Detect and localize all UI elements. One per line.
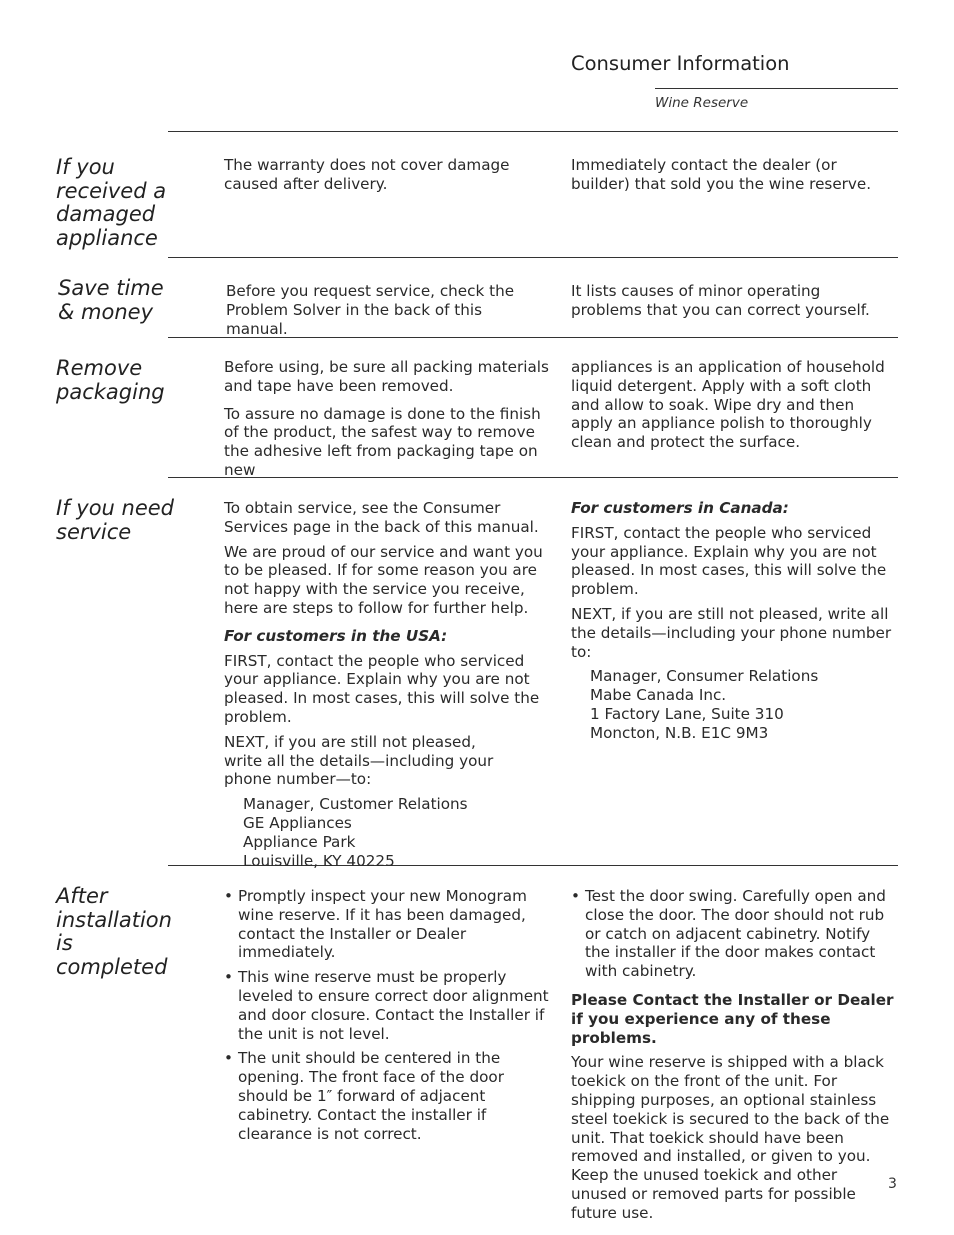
page-number: 3: [888, 1176, 897, 1192]
installation-left-column: [224, 887, 556, 1143]
section-title-save-time: Save time & money: [58, 276, 164, 324]
usa-mailing-address: [243, 795, 554, 870]
damaged-right-column: [571, 156, 891, 194]
section-divider: [168, 257, 898, 258]
save-time-left-column: [226, 282, 536, 338]
section-title-remove-packaging: Remove packaging: [56, 356, 165, 404]
paragraph: Immediately contact the dealer (or builder) that sold you the wine reserve.: [571, 156, 872, 193]
service-left-column: [224, 499, 554, 870]
save-time-right-column: [571, 282, 891, 320]
page-header-title: Consumer Information: [571, 52, 790, 75]
canada-heading: For customers in Canada:: [571, 499, 789, 517]
paragraph: To obtain service, see the Consumer Services page in the back of this manual.: [224, 499, 539, 536]
paragraph: We are proud of our service and want you to be pleased. If for some reason you are not happy with the service you receive, here are steps to follow for further help.: [224, 542, 543, 617]
paragraph: FIRST, contact the people who serviced your appliance. Explain why you are not pleased. In most cases, this will solve the problem.: [571, 523, 887, 599]
service-right-column: [571, 499, 896, 743]
paragraph: NEXT, if you are still not pleased, write all the details—including your phone number to:: [571, 604, 892, 661]
paragraph: Before using, be sure all packing materials and tape have been removed.: [224, 358, 549, 395]
paragraph: NEXT, if you are still not pleased, write all the details—including your phone number—to:: [224, 732, 494, 789]
header-rule: [655, 88, 898, 89]
address-line: Manager, Customer Relations: [243, 795, 468, 814]
section-title-need-service: If you need service: [56, 496, 175, 544]
installation-right-column: [571, 887, 898, 1223]
section-title-after-installation: After installation is completed: [56, 884, 172, 979]
paragraph: To assure no damage is done to the finish of the product, the safest way to remove the adhesive left from packaging tape on new: [224, 404, 541, 479]
list-item: • This wine reserve must be properly leveled to ensure correct door alignment and door closure. Contact the Installer if the unit is not level.: [224, 968, 556, 1043]
address-line: 1 Factory Lane, Suite 310: [590, 704, 784, 723]
canada-mailing-address: [590, 667, 896, 742]
paragraph: Before you request service, check the Problem Solver in the back of this manual.: [226, 282, 515, 338]
list-item: • Test the door swing. Carefully open and close the door. The door should not rub or catch on adjacent cabinetry. Notify the installer if the door makes contact with cabinetry.: [571, 887, 898, 981]
installer-contact-notice: Please Contact the Installer or Dealer if you experience any of these problems.: [571, 990, 894, 1047]
paragraph: Your wine reserve is shipped with a black toekick on the front of the unit. For shipping purposes, an optional stainless steel toekick is secured to the back of the unit. That toekick should have been removed and installed, or given to you. Keep the unused toekick and other unused or removed parts for possible future use.: [571, 1053, 890, 1222]
address-line: Appliance Park: [243, 832, 356, 851]
damaged-left-column: [224, 156, 524, 194]
address-line: Mabe Canada Inc.: [590, 686, 727, 705]
packaging-right-column: [571, 358, 893, 452]
page-header-subtitle: Wine Reserve: [655, 95, 749, 111]
packaging-left-column: [224, 358, 549, 480]
installation-checklist: [224, 887, 556, 1143]
paragraph: FIRST, contact the people who serviced your appliance. Explain why you are not pleased. In most cases, this will solve the problem.: [224, 651, 540, 726]
paragraph: The warranty does not cover damage caused after delivery.: [224, 156, 510, 193]
usa-heading: For customers in the USA:: [224, 626, 448, 645]
list-item: • Promptly inspect your new Monogram wine reserve. If it has been damaged, contact the Installer or Dealer immediately.: [224, 887, 556, 962]
section-title-damaged-appliance: If you received a damaged appliance: [56, 155, 167, 250]
paragraph: It lists causes of minor operating problems that you can correct yourself.: [571, 282, 870, 319]
address-line: Moncton, N.B. E1C 9M3: [590, 723, 769, 742]
address-line: Louisville, KY 40225: [243, 851, 395, 870]
list-item: • The unit should be centered in the opening. The front face of the door should be 1″ forward of adjacent cabinetry. Contact the installer if clearance is not correct.: [224, 1049, 556, 1143]
section-divider: [168, 131, 898, 132]
paragraph: appliances is an application of household liquid detergent. Apply with a soft cloth and allow to soak. Wipe dry and then apply an appliance polish to thoroughly clean and protect the surface.: [571, 358, 885, 452]
address-line: GE Appliances: [243, 813, 352, 832]
address-line: Manager, Consumer Relations: [590, 667, 819, 686]
installation-checklist: [571, 887, 898, 981]
